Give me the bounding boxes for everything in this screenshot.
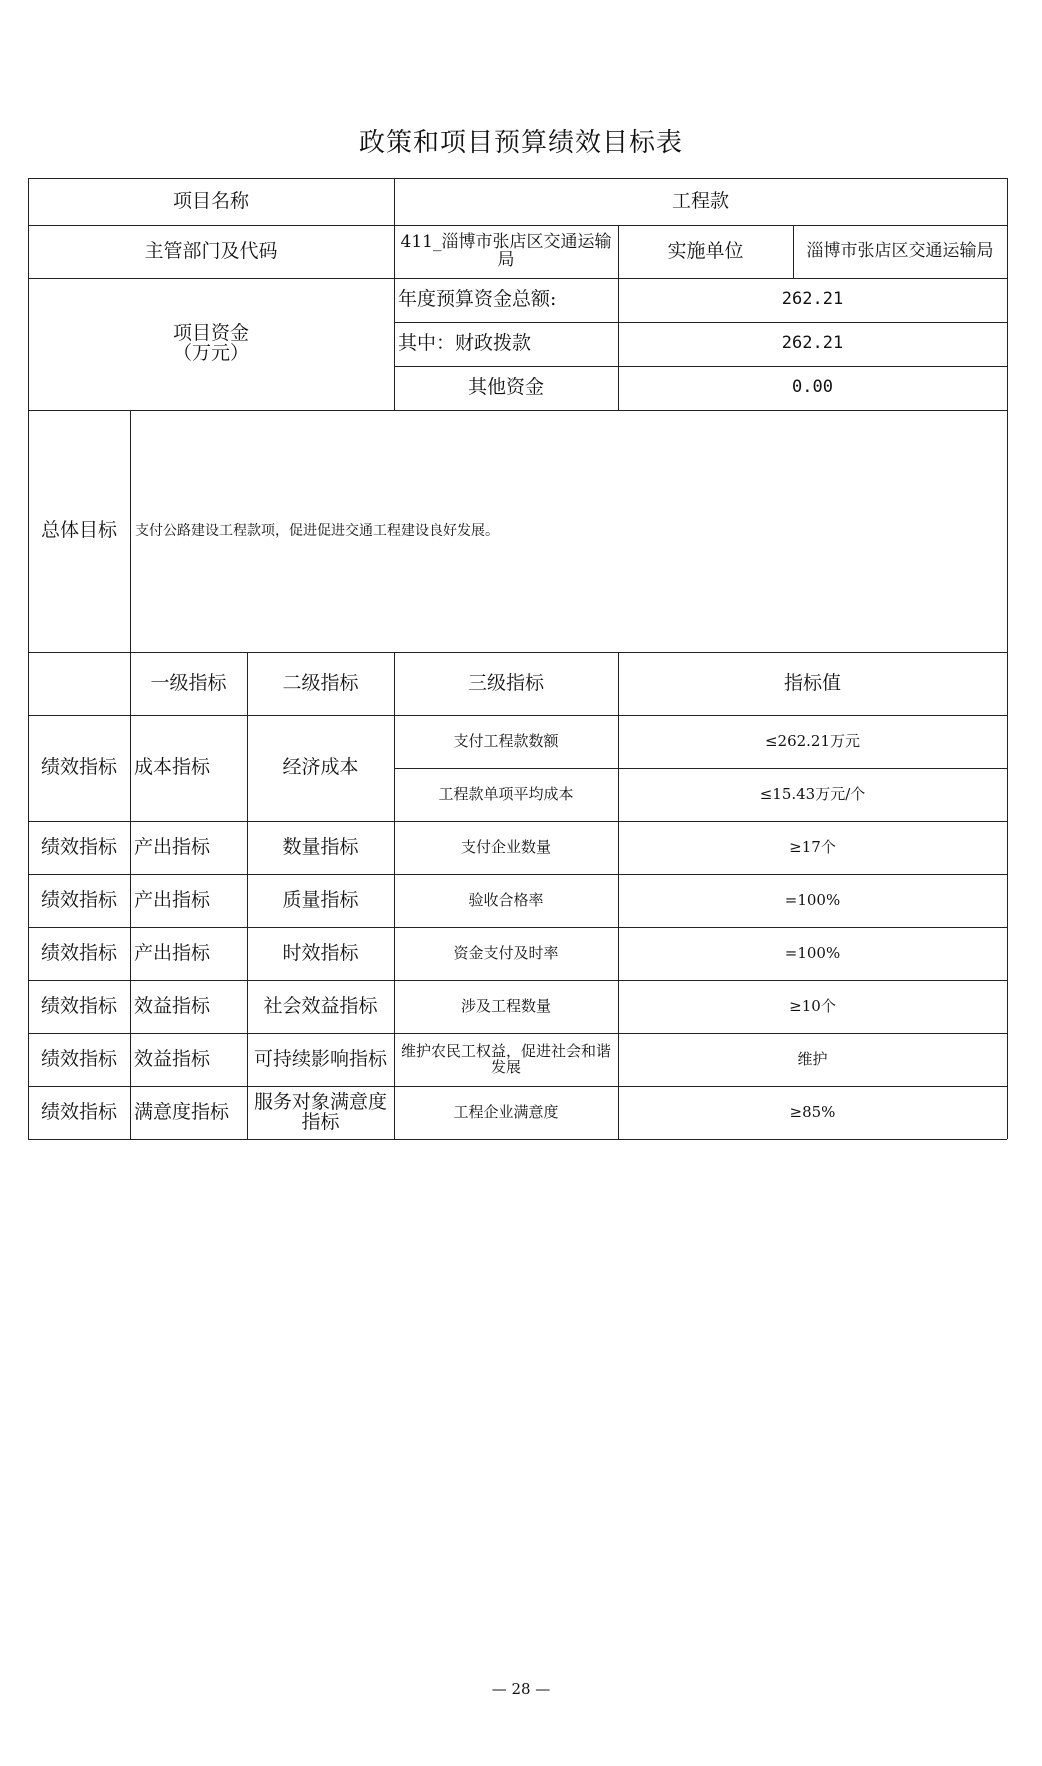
indicator-value: ≤15.43万元/个 — [759, 784, 866, 803]
indicator-level3: 工程款单项平均成本 — [438, 784, 574, 803]
indicator-level1: 满意度指标 — [134, 1100, 230, 1123]
indicator-level2: 质量指标 — [282, 888, 359, 911]
indicator-level1: 效益指标 — [134, 1047, 211, 1070]
indicator-value: ≤262.21万元 — [764, 731, 861, 750]
indicator-value: ≥85% — [789, 1102, 836, 1121]
indicator-value: =100% — [784, 943, 841, 962]
indicator-value: ≥17个 — [789, 837, 836, 856]
indicator-level1: 产出指标 — [134, 888, 211, 911]
page-title: 政策和项目预算绩效目标表 — [358, 128, 683, 158]
overall-goal-text: 支付公路建设工程款项，促进促进交通工程建设良好发展。 — [135, 522, 499, 539]
indicator-level3: 支付工程款数额 — [453, 731, 559, 750]
funds-label-line1: 项目资金 — [172, 322, 249, 345]
indicator-category: 绩效指标 — [40, 1100, 117, 1123]
header-level2: 二级指标 — [282, 671, 359, 694]
unit-value: 淄博市张店区交通运输局 — [806, 240, 994, 261]
indicator-level2: 可持续影响指标 — [253, 1047, 387, 1070]
header-value: 指标值 — [783, 671, 841, 694]
indicator-category: 绩效指标 — [40, 941, 117, 964]
indicator-level1: 产出指标 — [134, 835, 211, 858]
indicator-level2: 社会效益指标 — [263, 994, 378, 1017]
indicator-level2: 服务对象满意度指标 — [253, 1091, 387, 1133]
indicator-level2: 数量指标 — [282, 835, 359, 858]
indicator-value: 维护 — [797, 1049, 828, 1068]
project-name-value: 工程款 — [671, 189, 729, 212]
project-name-label: 项目名称 — [172, 189, 249, 212]
indicator-level1: 成本指标 — [134, 756, 211, 779]
funds-fiscal-value: 262.21 — [781, 333, 844, 354]
indicator-category: 绩效指标 — [40, 1047, 117, 1070]
funds-other-value: 0.00 — [792, 377, 833, 398]
funds-other-label: 其他资金 — [467, 376, 544, 399]
header-level3: 三级指标 — [467, 671, 544, 694]
indicator-value: =100% — [784, 890, 841, 909]
indicator-category: 绩效指标 — [40, 888, 117, 911]
funds-label-line2: （万元） — [172, 342, 249, 364]
overall-goal-label: 总体目标 — [40, 519, 117, 542]
indicator-level3: 支付企业数量 — [460, 837, 551, 856]
dept-value: 411_淄博市张店区交通运输局 — [400, 232, 612, 270]
indicator-value: ≥10个 — [789, 996, 836, 1015]
indicator-category: 绩效指标 — [40, 994, 117, 1017]
indicator-level1: 效益指标 — [134, 994, 211, 1017]
indicator-level3: 资金支付及时率 — [453, 943, 559, 962]
indicator-level3: 涉及工程数量 — [460, 996, 551, 1015]
indicator-level2: 时效指标 — [282, 941, 359, 964]
indicator-level2: 经济成本 — [282, 756, 359, 779]
page-number: — 28 — — [491, 1680, 551, 1698]
unit-label: 实施单位 — [667, 239, 744, 262]
header-level1: 一级指标 — [150, 671, 227, 694]
indicator-level3: 工程企业满意度 — [453, 1102, 559, 1121]
funds-fiscal-label: 其中：财政拨款 — [398, 332, 532, 355]
indicator-category: 绩效指标 — [40, 835, 117, 858]
indicator-level3: 维护农民工权益，促进社会和谐发展 — [400, 1042, 611, 1076]
funds-label — [28, 278, 394, 410]
funds-total-label: 年度预算资金总额: — [398, 288, 557, 311]
indicator-category: 绩效指标 — [40, 756, 117, 779]
dept-label: 主管部门及代码 — [144, 239, 278, 262]
indicator-level3: 验收合格率 — [468, 890, 544, 909]
indicator-level1: 产出指标 — [134, 941, 211, 964]
funds-total-value: 262.21 — [781, 289, 844, 310]
